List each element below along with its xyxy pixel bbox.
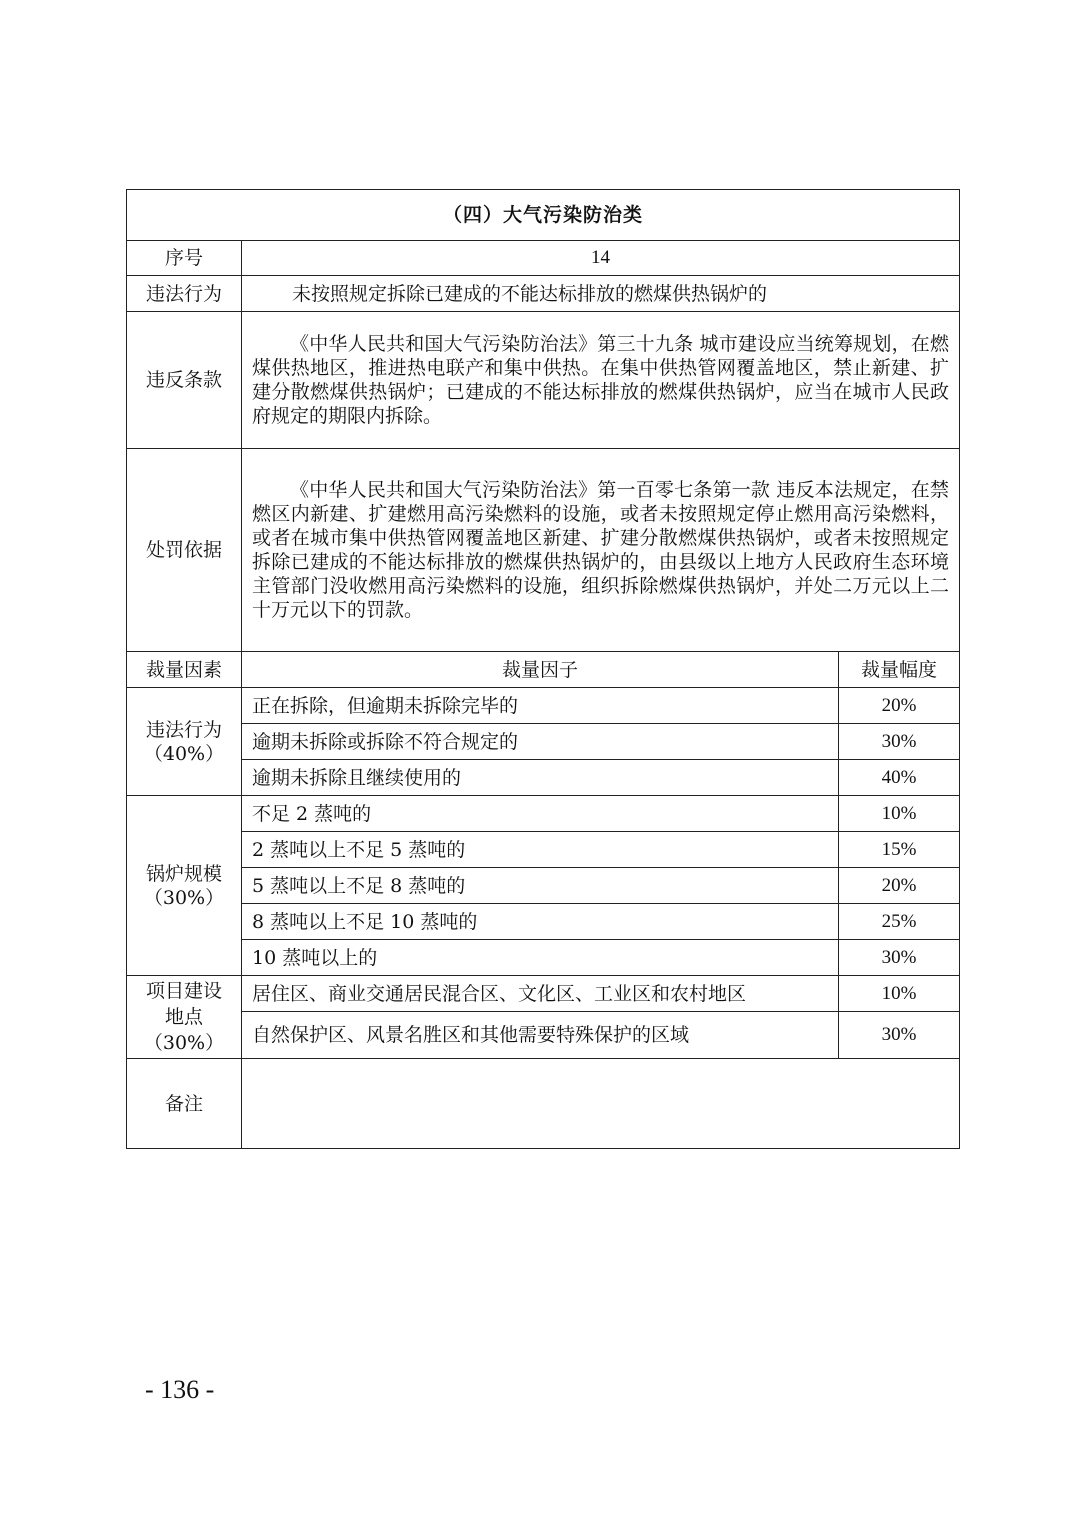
factor-item: 正在拆除，但逾期未拆除完毕的 xyxy=(242,688,839,724)
serial-value: 14 xyxy=(242,241,960,276)
table-title: （四）大气污染防治类 xyxy=(127,190,960,241)
factor-group-boiler-scale xyxy=(127,796,242,976)
factor-group-location xyxy=(127,976,242,1059)
factor-value: 25% xyxy=(839,904,960,940)
penalty-label: 处罚依据 xyxy=(127,449,242,652)
factor-item-header: 裁量因子 xyxy=(242,652,839,688)
group-label-line3: （30%） xyxy=(143,1032,225,1054)
factor-item: 10 蒸吨以上的 xyxy=(242,940,839,976)
group-label-line2: （30%） xyxy=(143,886,225,909)
factor-item: 2 蒸吨以上不足 5 蒸吨的 xyxy=(242,832,839,868)
page-number: - 136 - xyxy=(145,1375,215,1404)
clause-label: 违反条款 xyxy=(127,312,242,449)
violation-label: 违法行为 xyxy=(127,276,242,312)
factor-item: 5 蒸吨以上不足 8 蒸吨的 xyxy=(242,868,839,904)
factor-item: 逾期未拆除或拆除不符合规定的 xyxy=(242,724,839,760)
factor-value: 30% xyxy=(839,724,960,760)
clause-text: 《中华人民共和国大气污染防治法》第三十九条 城市建设应当统筹规划，在燃煤供热地区，推进热电联产和集中供热。在集中供热管网覆盖地区，禁止新建、扩建分散燃煤供热锅炉；已建成的不能达标排放的燃煤供热锅炉，应当在城市人民政府规定的期限内拆除。 xyxy=(242,312,960,449)
factor-value: 30% xyxy=(839,940,960,976)
group-label-line1: 违法行为 xyxy=(145,718,222,741)
group-label-line1: 锅炉规模 xyxy=(145,862,222,885)
remark-text xyxy=(242,1059,960,1149)
group-label-line2: 地点 xyxy=(164,1006,203,1028)
remark-label: 备注 xyxy=(127,1059,242,1149)
factor-header-label: 裁量因素 xyxy=(127,652,242,688)
factor-value: 10% xyxy=(839,976,960,1012)
group-label-line2: （40%） xyxy=(143,742,225,765)
factor-item: 逾期未拆除且继续使用的 xyxy=(242,760,839,796)
range-header: 裁量幅度 xyxy=(839,652,960,688)
factor-value: 40% xyxy=(839,760,960,796)
factor-value: 30% xyxy=(839,1012,960,1059)
factor-value: 10% xyxy=(839,796,960,832)
factor-value: 20% xyxy=(839,688,960,724)
factor-group-violation xyxy=(127,688,242,796)
violation-text: 未按照规定拆除已建成的不能达标排放的燃煤供热锅炉的 xyxy=(242,276,960,312)
factor-item: 不足 2 蒸吨的 xyxy=(242,796,839,832)
factor-item: 8 蒸吨以上不足 10 蒸吨的 xyxy=(242,904,839,940)
factor-item: 居住区、商业交通居民混合区、文化区、工业区和农村地区 xyxy=(242,976,839,1012)
penalty-text: 《中华人民共和国大气污染防治法》第一百零七条第一款 违反本法规定，在禁燃区内新建、扩建燃用高污染燃料的设施，或者未按照规定停止燃用高污染燃料，或者在城市集中供热管网覆盖地区新建、扩建分散燃煤供热锅炉，或者未按照规定拆除已建成的不能达标排放的燃煤供热锅炉的，由县级以上地方人民政府生态环境主管部门没收燃用高污染燃料的设施，组织拆除燃煤供热锅炉，并处二万元以上二十万元以下的罚款。 xyxy=(242,449,960,652)
factor-value: 20% xyxy=(839,868,960,904)
factor-value: 15% xyxy=(839,832,960,868)
discretion-table xyxy=(126,189,960,1149)
group-label-line1: 项目建设 xyxy=(145,980,222,1002)
serial-label: 序号 xyxy=(127,241,242,276)
factor-item: 自然保护区、风景名胜区和其他需要特殊保护的区域 xyxy=(242,1012,839,1059)
